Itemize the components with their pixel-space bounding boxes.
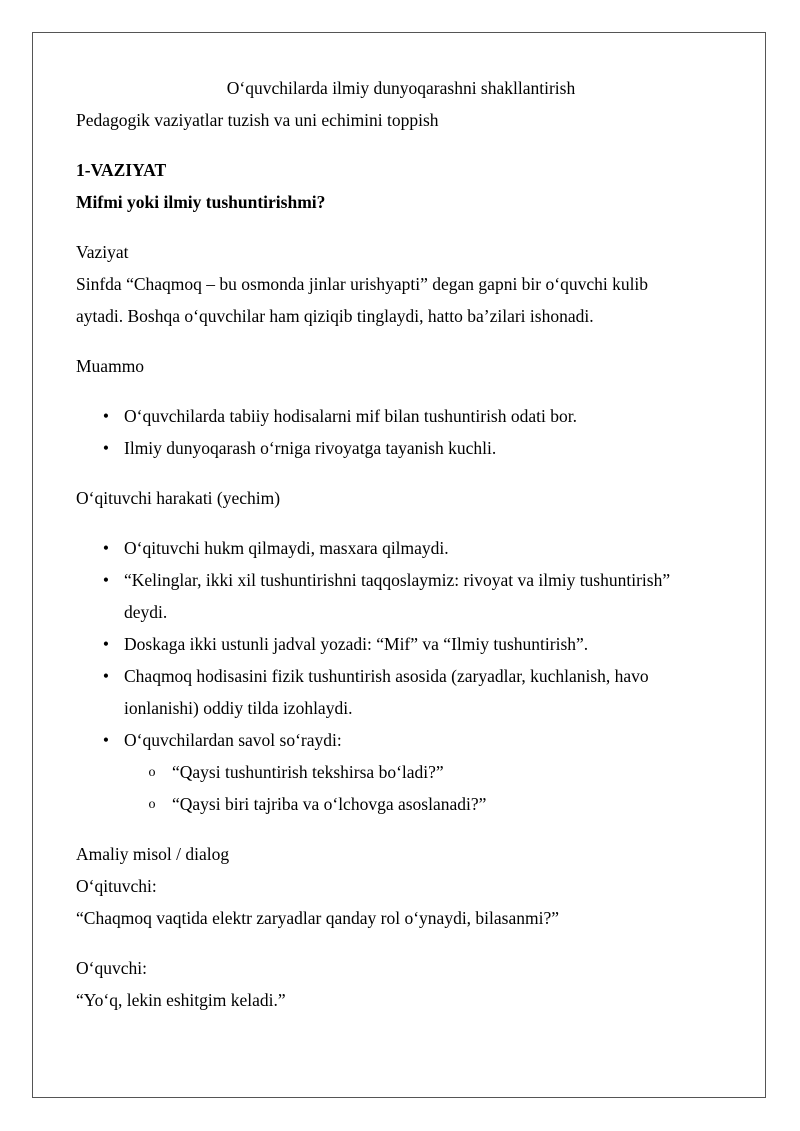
list-item bbox=[76, 628, 726, 660]
situation-label: 1-VAZIYAT bbox=[76, 160, 167, 180]
harakat-list bbox=[76, 532, 726, 820]
muammo-list bbox=[76, 400, 726, 464]
list-item bbox=[76, 400, 726, 432]
teacher-text: “Chaqmoq vaqtida elektr zaryadlar qanday rol o‘ynaydi, bilasanmi?” bbox=[76, 908, 560, 928]
teacher-label: O‘qituvchi: bbox=[76, 876, 157, 896]
document-title: O‘quvchilarda ilmiy dunyoqarashni shakllantirish bbox=[226, 78, 576, 98]
bullet-icon: • bbox=[102, 538, 110, 558]
dialog-heading: Amaliy misol / dialog bbox=[76, 844, 230, 864]
document-subtitle: Pedagogik vaziyatlar tuzish va uni echimini toppish bbox=[76, 110, 439, 130]
vaziyat-text-line-2: aytadi. Boshqa o‘quvchilar ham qiziqib tinglaydi, hatto ba’zilari ishonadi. bbox=[76, 306, 594, 326]
bullet-icon: • bbox=[102, 406, 110, 426]
list-item-text: Ilmiy dunyoqarash o‘rniga rivoyatga tayanish kuchli. bbox=[124, 438, 497, 458]
list-item bbox=[76, 564, 726, 628]
document-body bbox=[76, 72, 726, 1016]
student-text: “Yo‘q, lekin eshitgim keladi.” bbox=[76, 990, 286, 1010]
sub-list-item bbox=[76, 788, 726, 820]
list-item bbox=[76, 724, 726, 756]
bullet-icon: • bbox=[102, 570, 110, 590]
list-item-text: “Kelinglar, ikki xil tushuntirishni taqqoslaymiz: rivoyat va ilmiy tushuntirish” bbox=[124, 570, 671, 590]
list-item-text: Chaqmoq hodisasini fizik tushuntirish asosida (zaryadlar, kuchlanish, havo bbox=[124, 666, 649, 686]
harakat-heading: O‘qituvchi harakati (yechim) bbox=[76, 488, 281, 508]
list-item-text: Doskaga ikki ustunli jadval yozadi: “Mif” va “Ilmiy tushuntirish”. bbox=[124, 634, 589, 654]
list-item bbox=[76, 432, 726, 464]
list-item-text: O‘qituvchi hukm qilmaydi, masxara qilmaydi. bbox=[124, 538, 449, 558]
sub-list-item bbox=[76, 756, 726, 788]
list-item-text-cont: deydi. bbox=[124, 602, 168, 622]
muammo-heading: Muammo bbox=[76, 356, 145, 376]
vaziyat-heading: Vaziyat bbox=[76, 242, 129, 262]
sub-list-item-text: “Qaysi tushuntirish tekshirsa bo‘ladi?” bbox=[172, 762, 444, 782]
bullet-icon: • bbox=[102, 438, 110, 458]
bullet-icon: • bbox=[102, 730, 110, 750]
sub-bullet-icon: o bbox=[148, 797, 156, 812]
bullet-icon: • bbox=[102, 634, 110, 654]
list-item-text: O‘quvchilarda tabiiy hodisalarni mif bilan tushuntirish odati bor. bbox=[124, 406, 577, 426]
situation-question: Mifmi yoki ilmiy tushuntirishmi? bbox=[76, 192, 326, 212]
sub-bullet-icon: o bbox=[148, 765, 156, 780]
vaziyat-text-line-1: Sinfda “Chaqmoq – bu osmonda jinlar urishyapti” degan gapni bir o‘quvchi kulib bbox=[76, 274, 649, 294]
list-item bbox=[76, 532, 726, 564]
sub-list-item-text: “Qaysi biri tajriba va o‘lchovga asoslanadi?” bbox=[172, 794, 487, 814]
bullet-icon: • bbox=[102, 666, 110, 686]
list-item bbox=[76, 660, 726, 724]
student-label: O‘quvchi: bbox=[76, 958, 147, 978]
list-item-text-cont: ionlanishi) oddiy tilda izohlaydi. bbox=[124, 698, 353, 718]
list-item-text: O‘quvchilardan savol so‘raydi: bbox=[124, 730, 342, 750]
